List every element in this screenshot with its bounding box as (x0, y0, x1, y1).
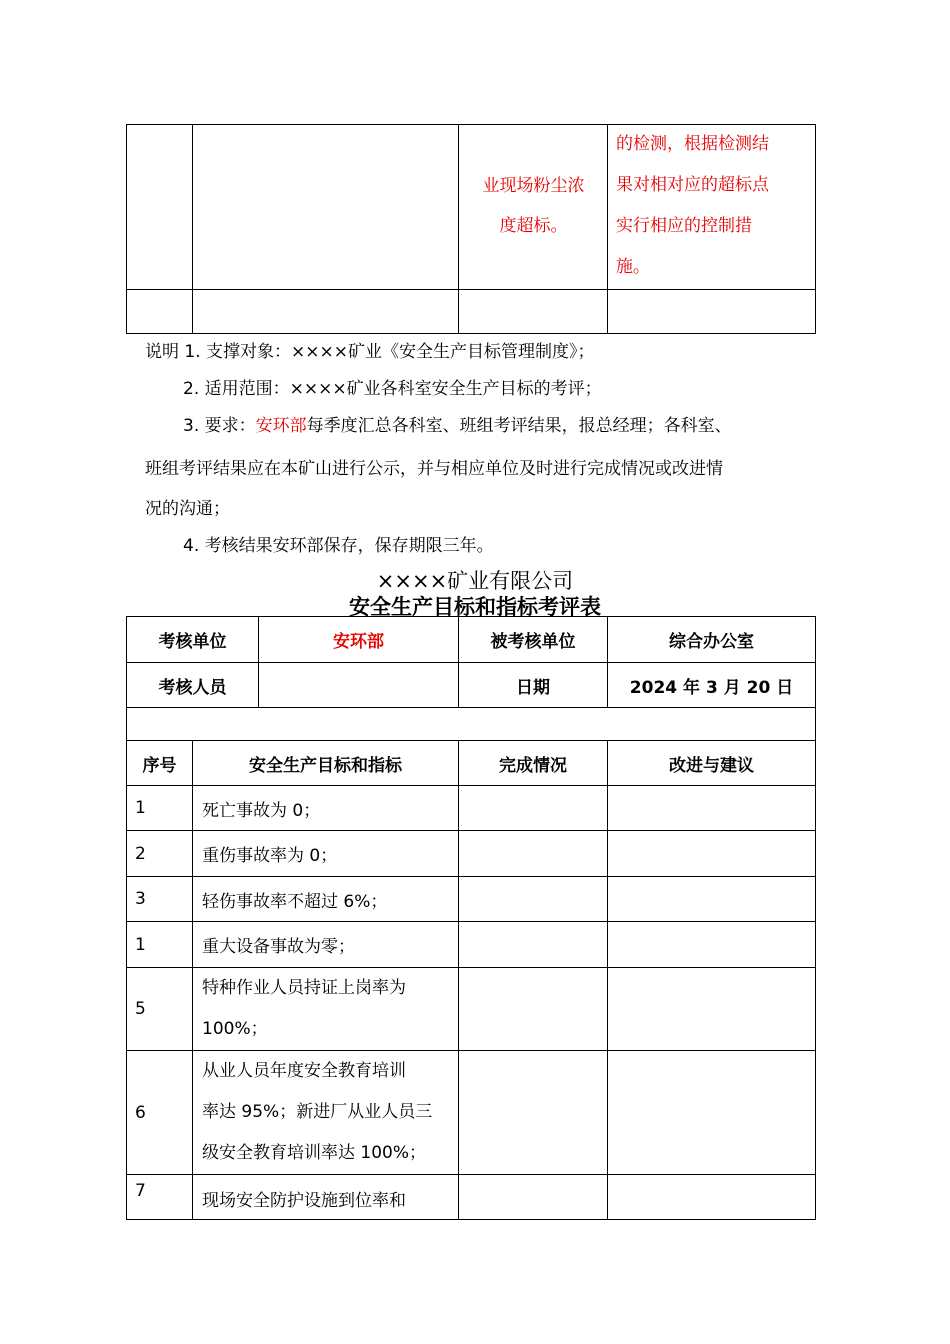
row-number: 6 (127, 1051, 193, 1175)
table-cell (193, 125, 459, 290)
indicator-text: 现场安全防护设施到位率和 (193, 1175, 459, 1220)
row-number: 3 (127, 877, 193, 922)
cell-text-line: 实行相应的控制措 (616, 216, 752, 236)
assess-unit-value: 安环部 (259, 617, 459, 663)
suggestion-cell (608, 922, 816, 968)
indicator-text: 死亡事故为 0； (193, 786, 459, 831)
note-line-2: 2. 适用范围：××××矿业各科室安全生产目标的考评； (183, 379, 602, 399)
column-header: 序号 (127, 741, 193, 786)
completion-cell (459, 1051, 608, 1175)
indicator-text: 重伤事故率为 0； (193, 831, 459, 877)
table-row (127, 877, 816, 922)
table-row (127, 125, 816, 290)
table-row (127, 617, 816, 663)
assessed-unit-value: 综合办公室 (608, 617, 816, 663)
table-row (127, 968, 816, 1051)
indicator-text-line: 特种作业人员持证上岗率为 (202, 978, 406, 998)
date-value: 2024 年 3 月 20 日 (608, 663, 816, 708)
form-title: 安全生产目标和指标考评表 (349, 595, 601, 619)
note-line-6: 4. 考核结果安环部保存，保存期限三年。 (183, 536, 494, 556)
indicator-text-line: 级安全教育培训率达 100%； (202, 1143, 427, 1163)
suggestion-cell (608, 786, 816, 831)
note-line-4: 班组考评结果应在本矿山进行公示，并与相应单位及时进行完成情况或改进情 (145, 459, 723, 479)
suggestion-cell (608, 877, 816, 922)
completion-cell (459, 786, 608, 831)
indicator-text-line: 从业人员年度安全教育培训 (202, 1061, 406, 1081)
suggestion-cell (608, 968, 816, 1051)
table-row (127, 786, 816, 831)
row-number: 1 (127, 786, 193, 831)
cell-text-line: 施。 (616, 257, 650, 277)
table-row (127, 831, 816, 877)
assessor-label: 考核人员 (127, 663, 259, 708)
assessor-value (259, 663, 459, 708)
column-header: 安全生产目标和指标 (193, 741, 459, 786)
assess-unit-label: 考核单位 (127, 617, 259, 663)
row-number: 2 (127, 831, 193, 877)
row-number: 5 (127, 968, 193, 1051)
table-row (127, 290, 816, 334)
completion-cell (459, 968, 608, 1051)
table-cell (459, 290, 608, 334)
note-line-3-rest: 每季度汇总各科室、班组考评结果，报总经理；各科室、 (306, 416, 732, 436)
completion-cell (459, 922, 608, 968)
row-number: 1 (127, 922, 193, 968)
cell-text-line: 果对相对应的超标点 (616, 175, 769, 195)
table-cell (193, 290, 459, 334)
cell-text-line: 度超标。 (499, 216, 568, 236)
indicator-text (193, 968, 459, 1051)
column-header: 改进与建议 (608, 741, 816, 786)
table-row (127, 922, 816, 968)
completion-cell (459, 1175, 608, 1220)
note-line-3 (183, 411, 732, 436)
completion-cell (459, 831, 608, 877)
table-cell (459, 125, 608, 290)
table-cell (127, 290, 193, 334)
suggestion-cell (608, 1175, 816, 1220)
table-cell (608, 125, 816, 290)
indicator-text: 重大设备事故为零； (193, 922, 459, 968)
table-row (127, 708, 816, 741)
cell-text-line: 业现场粉尘浓 (482, 176, 585, 196)
top-table (126, 124, 816, 334)
table-row (127, 1051, 816, 1175)
note-highlight: 安环部 (255, 416, 307, 436)
table-row (127, 1175, 816, 1220)
table-cell (608, 290, 816, 334)
note-line-3-prefix: 3. 要求： (183, 416, 256, 436)
note-line-5: 况的沟通； (145, 499, 230, 519)
company-name: ××××矿业有限公司 (376, 569, 574, 593)
date-label: 日期 (459, 663, 608, 708)
completion-cell (459, 877, 608, 922)
indicator-text: 轻伤事故率不超过 6%； (193, 877, 459, 922)
table-row (127, 663, 816, 708)
indicator-text-line: 率达 95%；新进厂从业人员三 (202, 1102, 433, 1122)
indicator-table (126, 740, 816, 1220)
table-header-row (127, 741, 816, 786)
spacer-cell (127, 708, 816, 741)
indicator-text-line: 100%； (202, 1019, 268, 1039)
form-header-table (126, 616, 816, 741)
table-cell (127, 125, 193, 290)
cell-text-line: 的检测，根据检测结 (616, 134, 769, 154)
suggestion-cell (608, 831, 816, 877)
indicator-text (193, 1051, 459, 1175)
suggestion-cell (608, 1051, 816, 1175)
row-number: 7 (127, 1175, 193, 1220)
note-line-1: 说明 1. 支撑对象：××××矿业《安全生产目标管理制度》； (145, 342, 595, 362)
column-header: 完成情况 (459, 741, 608, 786)
assessed-unit-label: 被考核单位 (459, 617, 608, 663)
